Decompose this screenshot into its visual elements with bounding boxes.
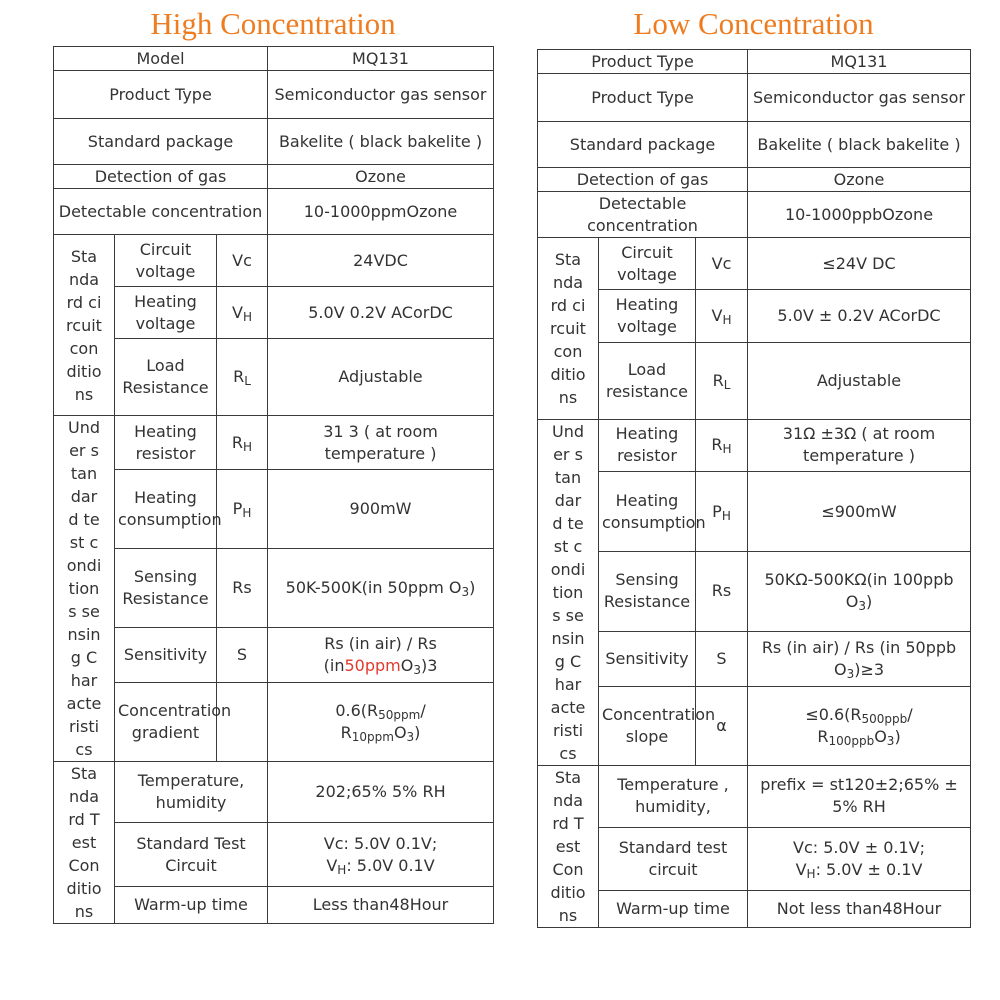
high-concentration-heading: High Concentration [150, 6, 396, 41]
table-row [54, 823, 494, 887]
table-row [538, 122, 971, 168]
param-warmup-time: Warm-up time [115, 887, 268, 924]
symbol-rs: Rs [217, 548, 268, 628]
detectable-label: Detectable concentration [54, 189, 268, 235]
table-row [54, 119, 494, 165]
param-heating-consumption: Heating consumption [115, 470, 217, 549]
param-warmup-time: Warm-up time [599, 891, 748, 928]
param-sensing-resistance: Sensing Resistance [115, 548, 217, 628]
group-label-test-conditions: Under standard test conditions sensing Characteristics [538, 420, 599, 766]
symbol-rh: $R_H$ [696, 420, 748, 472]
package-label: Standard package [54, 119, 268, 165]
table-row [54, 47, 494, 71]
symbol-rl: $R_L$ [696, 343, 748, 420]
param-sensitivity: Sensitivity [599, 631, 696, 686]
value-sensing-resistance: 50K-500K(in 50ppm $O_3$) [268, 548, 494, 628]
value-sensitivity: Rs (in air) / Rs (in50ppmO$_3$)3 [268, 628, 494, 683]
value-warmup-time: Less than48Hour [268, 887, 494, 924]
value-warmup-time: Not less than48Hour [748, 891, 971, 928]
symbol-s: S [696, 631, 748, 686]
param-sensitivity: Sensitivity [115, 628, 217, 683]
symbol-rl: $R_L$ [217, 339, 268, 416]
table-row [538, 766, 971, 828]
table-row [538, 290, 971, 343]
package-label: Standard package [538, 122, 748, 168]
value-load-resistance: Adjustable [268, 339, 494, 416]
detectable-value: 10-1000ppbOzone [748, 192, 971, 238]
gas-value: Ozone [748, 168, 971, 192]
param-standard-test-circuit: Standard test circuit [599, 827, 748, 891]
low-concentration-spec-table [537, 49, 971, 928]
table-row [54, 887, 494, 924]
table-row [54, 548, 494, 628]
symbol-s: S [217, 628, 268, 683]
param-temperature-humidity: Temperature, humidity [115, 762, 268, 823]
model-label: Model [54, 47, 268, 71]
group-label-circuit-conditions: Standard circuit conditions [54, 235, 115, 416]
param-temperature-humidity: Temperature , humidity, [599, 766, 748, 828]
symbol-vh: $V_H$ [217, 287, 268, 339]
param-concentration-slope: Concentration slope [599, 686, 696, 765]
product-type-label: Product Type [538, 74, 748, 122]
value-heating-voltage: 5.0V ± 0.2V ACorDC [748, 290, 971, 343]
detectable-label: Detectable concentration [538, 192, 748, 238]
value-concentration-slope: $\le 0.6(R_{500ppb}/$ $R_{100ppb}O_3$) [748, 686, 971, 765]
group-label-standard-test-conditions: Standard Test Conditions [538, 766, 599, 928]
table-row [538, 552, 971, 631]
value-heating-voltage: 5.0V 0.2V ACorDC [268, 287, 494, 339]
product-type-value: MQ131 [748, 50, 971, 74]
table-row [54, 628, 494, 683]
param-concentration-gradient: Concentration gradient [115, 683, 217, 762]
table-row [54, 470, 494, 549]
param-heating-resistor: Heating resistor [115, 416, 217, 470]
symbol-vc: Vc [217, 235, 268, 287]
value-sensitivity: Rs (in air) / Rs (in 50ppb $O_3)\ge 3$ [748, 631, 971, 686]
table-row [54, 287, 494, 339]
value-standard-test-circuit: Vc: 5.0V 0.1V; $V_H$: 5.0V 0.1V [268, 823, 494, 887]
symbol-rh: $R_H$ [217, 416, 268, 470]
param-circuit-voltage: Circuit voltage [599, 238, 696, 290]
table-row [54, 762, 494, 823]
param-heating-resistor: Heating resistor [599, 420, 696, 472]
param-load-resistance: Load Resistance [115, 339, 217, 416]
value-circuit-voltage: 24VDC [268, 235, 494, 287]
table-row [538, 891, 971, 928]
value-load-resistance: Adjustable [748, 343, 971, 420]
highlight-50ppm: 50ppm [344, 656, 401, 676]
value-circuit-voltage: ≤24V DC [748, 238, 971, 290]
table-row [54, 71, 494, 119]
value-temperature-humidity: prefix = st120±2;65% ± 5% RH [748, 766, 971, 828]
value-temperature-humidity: 202;65% 5% RH [268, 762, 494, 823]
group-label-standard-test-conditions: Standard Test Conditions [54, 762, 115, 924]
param-heating-voltage: Heating voltage [599, 290, 696, 343]
symbol-ph: $P_H$ [217, 470, 268, 549]
param-heating-voltage: Heating voltage [115, 287, 217, 339]
symbol-alpha: α [696, 686, 748, 765]
table-row [538, 238, 971, 290]
table-row [54, 189, 494, 235]
param-circuit-voltage: Circuit voltage [115, 235, 217, 287]
value-standard-test-circuit: Vc: 5.0V ± 0.1V; $V_H$: 5.0V ± 0.1V [748, 827, 971, 891]
table-row [54, 235, 494, 287]
symbol-empty [217, 683, 268, 762]
group-label-test-conditions: Under standard test conditions sensing Characteristics [54, 416, 115, 762]
value-heating-resistor: 31 3 ( at room temperature ) [268, 416, 494, 470]
table-row [54, 339, 494, 416]
value-sensing-resistance: 50KΩ-500KΩ(in 100ppb $O_3$) [748, 552, 971, 631]
table-row [54, 416, 494, 470]
model-value: MQ131 [268, 47, 494, 71]
product-type-value: Semiconductor gas sensor [748, 74, 971, 122]
table-row [538, 343, 971, 420]
table-row [538, 192, 971, 238]
gas-label: Detection of gas [54, 165, 268, 189]
symbol-vc: Vc [696, 238, 748, 290]
table-row [538, 420, 971, 472]
table-row [538, 686, 971, 765]
table-row [538, 74, 971, 122]
param-standard-test-circuit: Standard Test Circuit [115, 823, 268, 887]
param-heating-consumption: Heating consumption [599, 471, 696, 551]
param-load-resistance: Load resistance [599, 343, 696, 420]
package-value: Bakelite ( black bakelite ) [748, 122, 971, 168]
low-concentration-heading: Low Concentration [633, 6, 874, 41]
table-row [538, 50, 971, 74]
product-type-label: Product Type [54, 71, 268, 119]
value-heating-consumption: 900mW [268, 470, 494, 549]
table-row [538, 827, 971, 891]
symbol-ph: $P_H$ [696, 471, 748, 551]
group-label-circuit-conditions: Standard circuit conditions [538, 238, 599, 420]
detectable-value: 10-1000ppmOzone [268, 189, 494, 235]
symbol-vh: $V_H$ [696, 290, 748, 343]
table-row [538, 168, 971, 192]
symbol-rs: Rs [696, 552, 748, 631]
param-sensing-resistance: Sensing Resistance [599, 552, 696, 631]
gas-value: Ozone [268, 165, 494, 189]
table-row [538, 631, 971, 686]
product-type-label: Product Type [538, 50, 748, 74]
value-concentration-gradient: $0.6(R_{50ppm}/$ $R_{10ppm}O_3$) [268, 683, 494, 762]
gas-label: Detection of gas [538, 168, 748, 192]
high-concentration-spec-table [53, 46, 494, 924]
value-heating-consumption: ≤900mW [748, 471, 971, 551]
table-row [54, 683, 494, 762]
package-value: Bakelite ( black bakelite ) [268, 119, 494, 165]
table-row [54, 165, 494, 189]
product-type-value: Semiconductor gas sensor [268, 71, 494, 119]
table-row [538, 471, 971, 551]
value-heating-resistor: 31Ω ±3Ω ( at room temperature ) [748, 420, 971, 472]
